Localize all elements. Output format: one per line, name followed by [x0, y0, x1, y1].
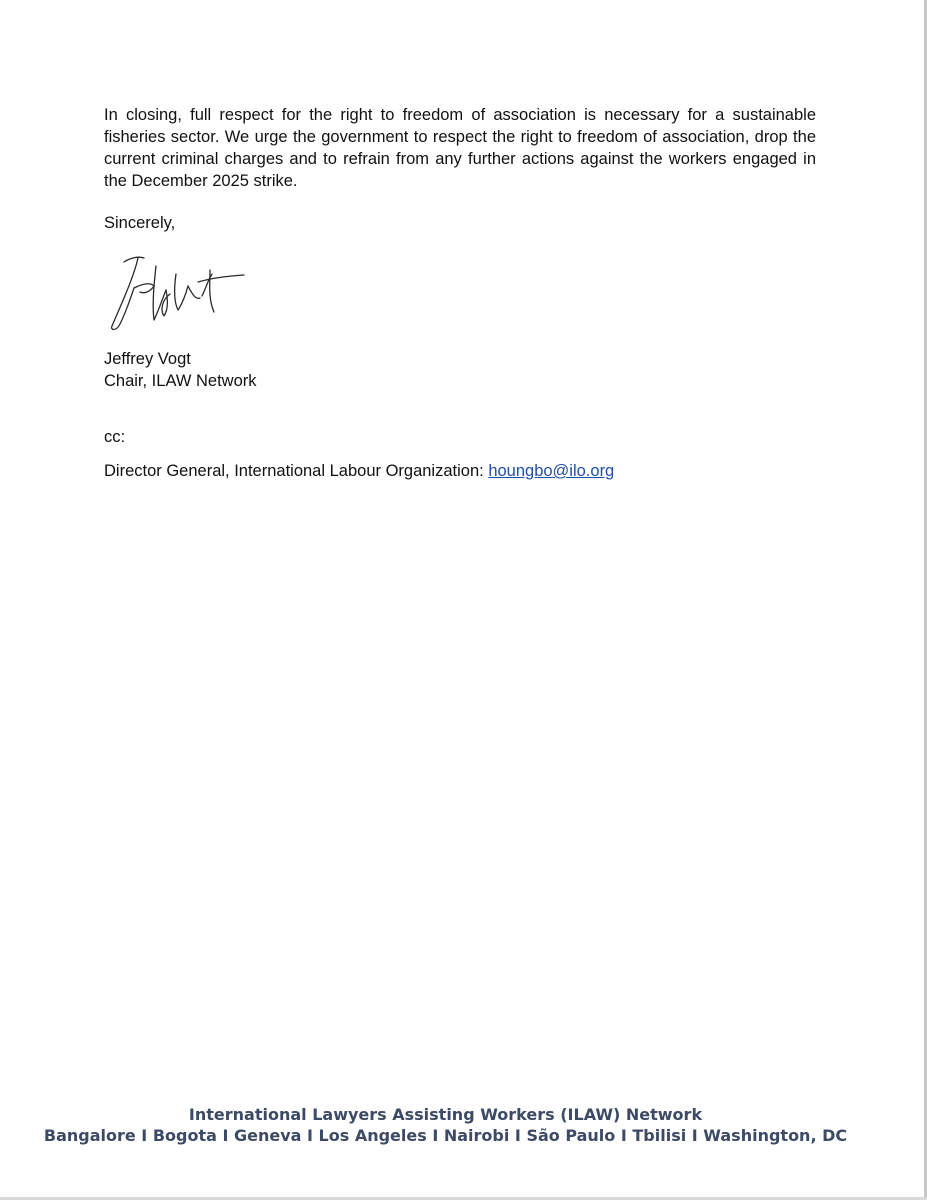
cc-line [104, 460, 816, 482]
footer-organization: International Lawyers Assisting Workers (ILAW) Network [188, 1105, 703, 1124]
letterhead-footer [0, 1104, 891, 1146]
closing-paragraph: In closing, full respect for the right to freedom of association is necessary for a sustainable fisheries sector. We urge the government to respect the right to freedom of association, drop the current criminal charges and to refrain from any further actions against the workers engaged in the December 2025 strike. [104, 106, 816, 190]
cc-email-link[interactable]: houngbo@ilo.org [488, 462, 615, 480]
letter-body [104, 104, 816, 482]
cc-label: cc: [104, 428, 126, 446]
salutation: Sincerely, [104, 214, 176, 232]
cc-recipient: Director General, International Labour Organization: [104, 462, 484, 480]
footer-cities: Bangalore I Bogota I Geneva I Los Angeles I Nairobi I São Paulo I Tbilisi I Washington, DC [43, 1126, 848, 1145]
signer-name: Jeffrey Vogt [104, 350, 191, 368]
signature-image [104, 248, 254, 338]
signer-title: Chair, ILAW Network [104, 372, 257, 390]
signer-block [104, 348, 816, 392]
